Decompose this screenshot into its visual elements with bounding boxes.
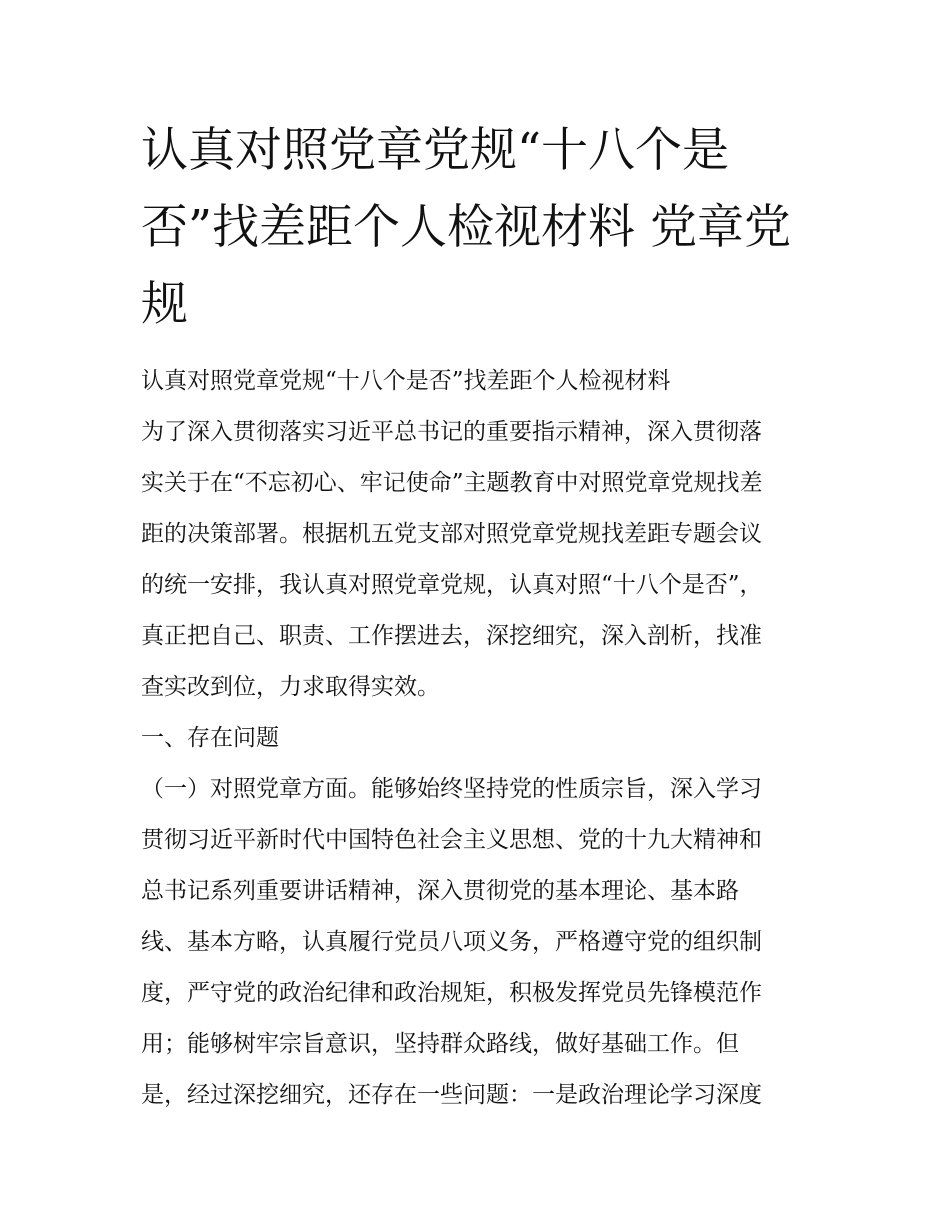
body-line: 为了深入贯彻落实习近平总书记的重要指示精神，深入贯彻落 — [141, 419, 762, 445]
document-content — [141, 112, 816, 1121]
body-line: 距的决策部署。根据机五党支部对照党章党规找差距专题会议 — [141, 521, 762, 547]
document-title: 认真对照党章党规“十八个是否”找差距个人检视材料 党章党规 — [141, 123, 791, 332]
body-line: 总书记系列重要讲话精神，深入贯彻党的基本理论、基本路 — [141, 878, 739, 904]
section-heading: 一、存在问题 — [141, 725, 279, 751]
body-line-subtitle: 认真对照党章党规“十八个是否”找差距个人检视材料 — [141, 368, 671, 394]
body-line: 的统一安排，我认真对照党章党规，认真对照“十八个是否”， — [141, 572, 763, 598]
body-line: 查实改到位，力求取得实效。 — [141, 674, 440, 700]
body-line: 贯彻习近平新时代中国特色社会主义思想、党的十九大精神和 — [141, 827, 762, 853]
body-line: 实关于在“不忘初心、牢记使命”主题教育中对照党章党规找差 — [141, 470, 763, 496]
body-line: 线、基本方略，认真履行党员八项义务，严格遵守党的组织制 — [141, 929, 762, 955]
body-line: 真正把自己、职责、工作摆进去，深挖细究，深入剖析，找准 — [141, 623, 762, 649]
body-line: 用；能够树牢宗旨意识，坚持群众路线，做好基础工作。但 — [141, 1031, 739, 1057]
body-line: 是，经过深挖细究，还存在一些问题：一是政治理论学习深度 — [141, 1082, 762, 1108]
body-line: 度，严守党的政治纪律和政治规矩，积极发挥党员先锋模范作 — [141, 980, 762, 1006]
body-line: （一）对照党章方面。能够始终坚持党的性质宗旨，深入学习 — [141, 776, 762, 802]
document-body — [141, 356, 816, 1121]
